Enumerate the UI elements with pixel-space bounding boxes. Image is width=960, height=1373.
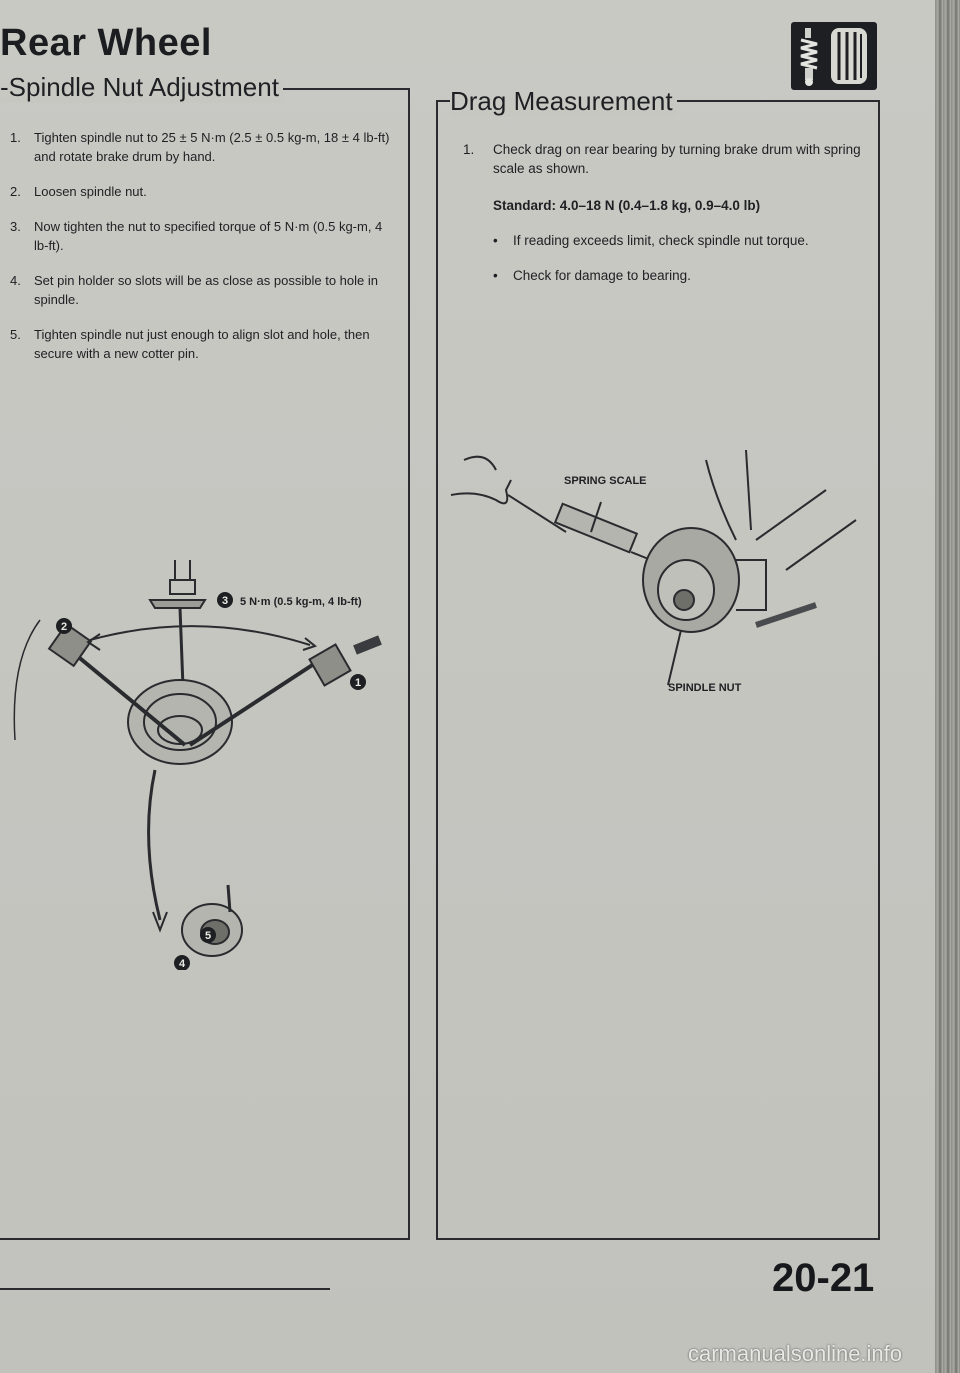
- bottom-rule: [0, 1288, 330, 1290]
- step-text: Now tighten the nut to specified torque of 5 N·m (0.5 kg-m, 4 lb-ft).: [34, 219, 383, 253]
- spindle-nut-label: SPINDLE NUT: [668, 682, 742, 694]
- step-number: 4.: [10, 273, 21, 288]
- bullet-mark: •: [493, 233, 498, 248]
- step-number: 3.: [10, 219, 21, 234]
- spindle-torque-illustration: [0, 540, 410, 970]
- step-text: Check drag on rear bearing by turning brake drum with spring scale as shown.: [493, 142, 861, 176]
- callout-4: 4: [178, 958, 186, 970]
- step-number: 5.: [10, 327, 21, 342]
- drag-instructions: [463, 140, 863, 285]
- watermark: carmanualsonline.info: [688, 1341, 903, 1366]
- list-item: [10, 128, 392, 166]
- list-item: [463, 231, 863, 250]
- section-heading-drag: Drag Measurement: [450, 86, 677, 117]
- spring-scale-label: SPRING SCALE: [564, 475, 647, 487]
- torque-callout: 5 N·m (0.5 kg-m, 4 lb-ft): [240, 596, 362, 608]
- drag-measurement-illustration: [436, 440, 876, 710]
- shock-absorber-wheel-icon: [791, 22, 877, 90]
- bullet-text: If reading exceeds limit, check spindle nut torque.: [513, 233, 809, 248]
- section-heading-spindle-nut: -Spindle Nut Adjustment: [0, 72, 283, 103]
- spindle-steps-list: [10, 128, 392, 379]
- list-item: [463, 266, 863, 285]
- list-item: [10, 271, 392, 309]
- step-text: Loosen spindle nut.: [34, 184, 147, 199]
- list-item: [10, 217, 392, 255]
- drag-step: [463, 140, 863, 178]
- callout-5: 5: [204, 930, 212, 942]
- step-text: Tighten spindle nut to 25 ± 5 N·m (2.5 ± 0.5 kg-m, 18 ± 4 lb-ft) and rotate brake drum by hand.: [34, 130, 390, 164]
- page-stack-edge: [935, 0, 960, 1373]
- bullet-text: Check for damage to bearing.: [513, 268, 691, 283]
- callout-3: 3: [221, 595, 229, 607]
- page-number: 20-21: [772, 1256, 875, 1300]
- callout-1: 1: [354, 677, 362, 689]
- list-item: [10, 325, 392, 363]
- bullet-mark: •: [493, 268, 498, 283]
- page-title: Rear Wheel: [0, 22, 212, 64]
- step-number: 1.: [463, 142, 475, 157]
- step-number: 2.: [10, 184, 21, 199]
- callout-2: 2: [60, 621, 68, 633]
- list-item: [10, 182, 392, 201]
- step-text: Tighten spindle nut just enough to align slot and hole, then secure with a new cotter pin.: [34, 327, 370, 361]
- standard-spec: Standard: 4.0–18 N (0.4–1.8 kg, 0.9–4.0 lb): [493, 198, 761, 213]
- step-text: Set pin holder so slots will be as close as possible to hole in spindle.: [34, 273, 378, 307]
- step-number: 1.: [10, 130, 21, 145]
